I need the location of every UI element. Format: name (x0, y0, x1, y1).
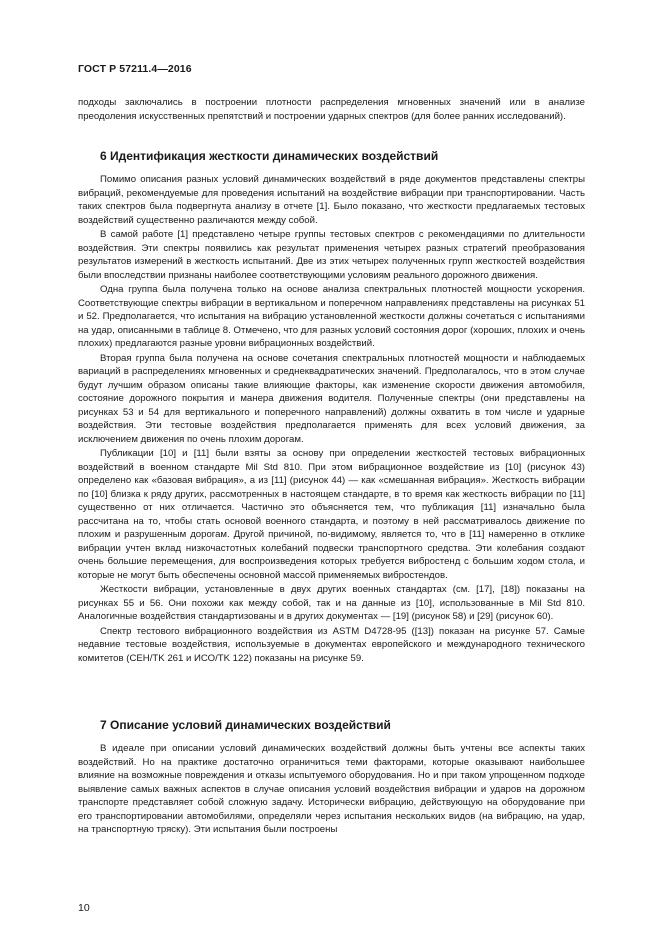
section-6 (78, 149, 585, 164)
intro-paragraph: подходы заключались в построении плотности распределения мгновенных значений или в анализе преодоления искусственных препятствий и построении ударных спектров (для более ранних исследований). (78, 97, 585, 122)
section-7-paragraph: В идеале при описании условий динамических воздействий должны быть учтены все аспекты таких воздействий. Но на практике достаточно ограничиться теми факторами, которые оказывают наибольшее влияние на возможные повреждения и отказы испытуемого оборудования. Но и при таком упрощенном подходе выявление самых важных аспектов в случае описания условий воздействия вибрации и ударов на дорожном транспорте представляет собой сложную задачу. Исторически вибрацию, действующую на оборудование при его транспортировании автомобилями, определяли через испытания нескольких видов (на вибрацию, на удар, на транспортную тряску). Эти испытания были построены (78, 743, 585, 835)
section-6-paragraph: Одна группа была получена только на основе анализа спектральных плотностей мощности ускорения. Соответствующие спектры вибрации в вертикальном и поперечном направлениях представлены на рисунках 51 и 52. Предполагается, что испытания на вибрацию установленной жесткости должны сочетаться с испытаниями на удар, описанными в таблице 8. Отмечено, что для разных условий состояния дорог (хороших, плохих и очень плохих) предлагаются разные уровни вибрационных воздействий. (78, 284, 585, 349)
page-number: 10 (78, 902, 90, 914)
section-6-paragraph: Жесткости вибрации, установленные в двух других военных стандартах (см. [17], [18]) показаны на рисунках 55 и 56. Они похожи как между собой, так и на данные из [10], использованные в Mil Std 810. Аналогичные воздействия стандартизованы и в других документах — [19] (рисунок 58) и [29] (рисунок 60). (78, 584, 585, 622)
section-6-title: 6 Идентификация жесткости динамических воздействий (100, 149, 439, 163)
section-6-paragraph: Вторая группа была получена на основе сочетания спектральных плотностей мощности и наблюдаемых вариаций в распределениях мгновенных и среднеквадратических значений. Предполагалось, что в этом случае будут лучшим образом описаны такие влияющие факторы, как изменение скорости движения автомобиля, состояние дорожного покрытия и манера движения водителя. Полученные спектры (они представлены на рисунках 53 и 54 для вертикального и поперечного направлений) должны охватить в том числе и ударные воздействия. Эти тестовые воздействия предполагается применять для всех условий движения, за исключением движения по очень плохим дорогам. (78, 352, 585, 445)
section-6-paragraph: Публикации [10] и [11] были взяты за основу при определении жесткостей тестовых вибрационных воздействий в военном стандарте Mil Std 810. При этом вибрационное воздействие из [10] (рисунок 43) определено как «базовая вибрация», а из [11] (рисунок 44) — как «смешанная вибрация». Жесткость вибрации по [10] близка к ряду других, рассмотренных в настоящем стандарте, в то время как жесткость вибрации по [11] существенно от них отличается. Частично это объясняется тем, что публикация [11] изначально была рассчитана на то, чтобы стать основой военного стандарта, и поэтому в ней рассматривалось движение по плохим и разрушенным дорогам. Другой причиной, по-видимому, является то, что в [11] намеренно в отклике вибрации учтен вклад низкочастотных колебаний подвески транспортного средства. Эти колебания создают очень большие перемещения, для воспроизведения которых требуется вибростенд с большим ходом стола, и которые не могут быть обеспечены основной массой применяемых вибростендов. (78, 448, 585, 581)
page-header: ГОСТ Р 57211.4—2016 (78, 63, 192, 75)
section-6-paragraph: В самой работе [1] представлено четыре группы тестовых спектров с рекомендациями по длительности воздействия. Эти спектры появились как результат применения четырех разных стратегий преобразования результатов измерений в жесткость испытаний. Две из этих четырех полученных групп жесткостей воздействия были впоследствии признаны наиболее соответствующими условиям реального дорожного движения. (78, 229, 585, 281)
section-6-paragraph: Спектр тестового вибрационного воздействия из ASTM D4728-95 ([13]) показан на рисунке 57. Самые недавние тестовые воздействия, используемые в документах европейского и международного технического комитетов (CEH/TK 261 и ИСО/TK 122) показаны на рисунке 59. (78, 625, 585, 664)
section-7-body (78, 742, 585, 838)
section-6-paragraph: Помимо описания разных условий динамических воздействий в ряде документов представлены спектры вибраций, рекомендуемые для проведения испытаний на воздействие вибрации при транспортировании. Часть таких спектров была подвергнута анализу в отчете [1]. Было показано, что жесткости предлагаемых тестовых воздействий существенно различаются между собой. (78, 174, 585, 226)
intro-block (78, 96, 585, 124)
section-6-body (78, 173, 585, 666)
section-7 (78, 718, 585, 733)
section-7-title: 7 Описание условий динамических воздействий (100, 718, 391, 732)
